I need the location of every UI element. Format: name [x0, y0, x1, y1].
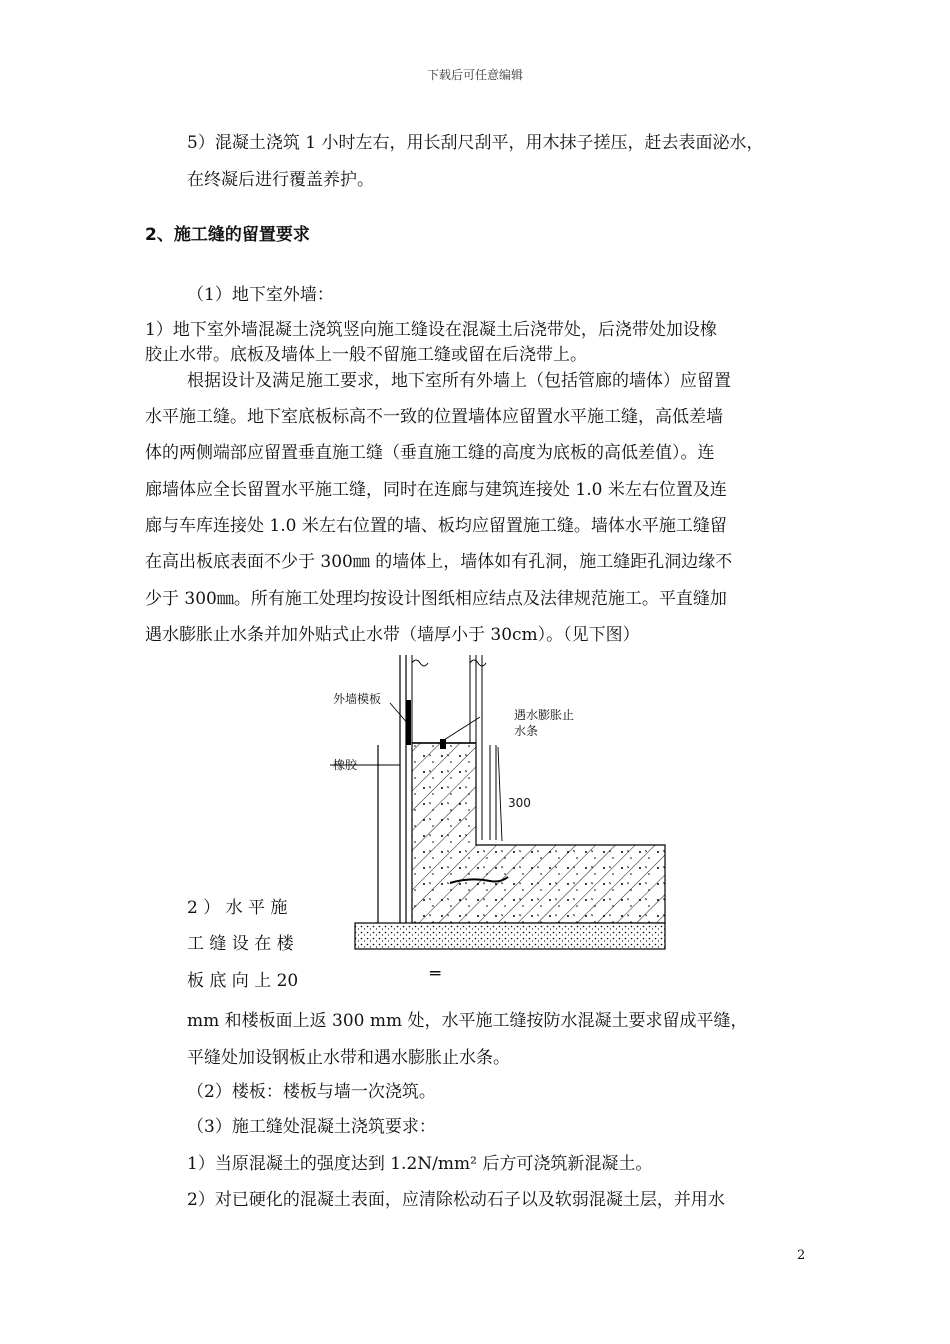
label-300: 300	[508, 796, 531, 810]
paragraph-line: 廊墙体应全长留置水平施工缝，同时在连廊与建筑连接处 1.0 米左右位置及连	[145, 480, 727, 500]
paragraph-line: （3）施工缝处混凝土浇筑要求：	[187, 1117, 436, 1137]
paragraph-line: 水平施工缝。地下室底板标高不一致的位置墙体应留置水平施工缝，高低差墙	[145, 407, 723, 427]
paragraph-line: 廊与车库连接处 1.0 米左右位置的墙、板均应留置施工缝。墙体水平施工缝留	[145, 516, 727, 536]
paragraph-line: 在终凝后进行覆盖养护。	[187, 170, 374, 190]
paragraph-line: 平缝处加设钢板止水带和遇水膨胀止水条。	[187, 1048, 510, 1068]
label-left: 橡胶	[333, 758, 358, 772]
side-text-line: 工 缝 设 在 楼	[187, 934, 294, 954]
paragraph-line: 5）混凝土浇筑 1 小时左右，用长刮尺刮平，用木抹子搓压，赶去表面泌水，	[187, 133, 764, 153]
paragraph-line: （2）楼板：楼板与墙一次浇筑。	[187, 1082, 436, 1102]
subheading: （1）地下室外墙：	[187, 285, 334, 305]
label-formwork: 外墙模板	[333, 692, 382, 706]
paragraph-line: 1）地下室外墙混凝土浇筑竖向施工缝设在混凝土后浇带处，后浇带处加设橡	[145, 320, 717, 340]
side-text-line: 板 底 向 上 20	[187, 971, 299, 991]
paragraph-line: 根据设计及满足施工要求，地下室所有外墙上（包括管廊的墙体）应留置	[187, 371, 731, 391]
paragraph-line: 遇水膨胀止水条并加外贴式止水带（墙厚小于 30cm）。（见下图）	[145, 625, 640, 645]
paragraph-line: 体的两侧端部应留置垂直施工缝（垂直施工缝的高度为底板的高低差值）。连	[145, 443, 715, 463]
paragraph-line: 胶止水带。底板及墙体上一般不留施工缝或留在后浇带上。	[145, 345, 587, 365]
paragraph-line: 在高出板底表面不少于 300㎜ 的墙体上，墙体如有孔洞，施工缝距孔洞边缘不	[145, 552, 733, 572]
equals-mark: ═	[430, 964, 441, 984]
waterstop-strip	[440, 739, 446, 749]
section-heading: 2、施工缝的留置要求	[145, 225, 310, 245]
paragraph-line: 2）对已硬化的混凝土表面，应清除松动石子以及软弱混凝土层，并用水	[187, 1190, 725, 1210]
paragraph-line: 少于 300㎜。所有施工处理均按设计图纸相应结点及法律规范施工。平直缝加	[145, 589, 727, 609]
label-waterstop-2: 水条	[514, 724, 539, 738]
side-text-line: 2 ） 水 平 施	[187, 898, 288, 918]
paragraph-line: mm 和楼板面上返 300 mm 处，水平施工缝按防水混凝土要求留成平缝，	[187, 1011, 748, 1031]
page-number: 2	[797, 1248, 806, 1263]
label-waterstop: 遇水膨胀止	[514, 708, 575, 722]
paragraph-line: 1）当原混凝土的强度达到 1.2N/mm² 后方可浇筑新混凝土。	[187, 1154, 653, 1174]
page-header: 下载后可任意编辑	[426, 68, 523, 82]
